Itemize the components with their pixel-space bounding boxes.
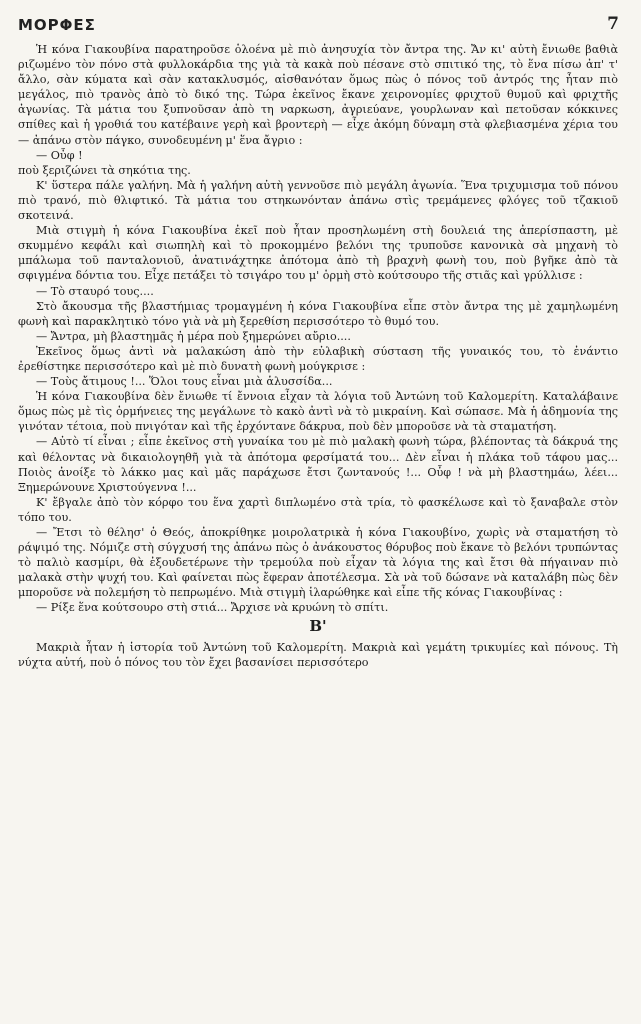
paragraph: ποὺ ξεριζώνει τὰ σηκότια της. xyxy=(18,163,191,177)
paragraph: Μιὰ στιγμὴ ἡ κόνα Γιακουβίνα ἐκεῖ ποὺ ἦταν προσηλωμένη στὴ δουλειά της ἀπερίσπαστη, μὲ σκυμμένο κεφάλι καὶ σιωπηλὴ καὶ τὸ προκομμένο βελόνι της τρυποῦσε κανονικὰ σὰ μηχανὴ τὸ μπάλωμα τοῦ πανταλονιοῦ, ἀνατινάχτηκε ἀπότομα ἀπὸ τὴ βραχνὴ φωνὴ του, ποὺ βγῆκε ἀπὸ τὰ σφιγμένα δόντια του. Εἶχε πετάξει τὸ τσιγάρο του μ' ὁρμὴ στὸ κούτσουρο τῆς στιᾶς καὶ γρύλλισε : xyxy=(18,224,618,283)
dialogue-line: — Ἄντρα, μὴ βλαστημᾶς ἡ μέρα ποὺ ξημερώνει αὔριο.... xyxy=(36,329,351,343)
page-number: 7 xyxy=(607,14,619,34)
dialogue-line: — Οὖφ ! xyxy=(36,148,83,162)
paragraph: Μακριὰ ἦταν ἡ ἱστορία τοῦ Ἀντώνη τοῦ Καλομερίτη. Μακριὰ καὶ γεμάτη τρικυμίες καὶ πόνους. Τὴ νύχτα αὐτή, ποὺ ὁ πόνος του τὸν ἔχει βασανίσει περισσότερο xyxy=(18,640,618,669)
paragraph: Κ' ὕστερα πάλε γαλήνη. Μὰ ἡ γαλήνη αὐτὴ γεννοῦσε πιὸ μεγάλη ἀγωνία. Ἕνα τριχυμισμα τοῦ πόνου πιὸ τρανό, πιὸ θλιφτικό. Τὰ μάτια του στηκωνόνταν ἀπάνω στὶς τρεμάμενες φλόγες τοῦ τζακιοῦ σκοτεινά. xyxy=(18,178,618,223)
paragraph: Ἐκεῖνος ὅμως ἀντὶ νὰ μαλακώση ἀπὸ τὴν εὐλαβικὴ σύσταση τῆς γυναικός του, τὸ ἐνάντιο ἐρεθίστηκε περισσότερο καὶ μὲ πιὸ δυνατὴ φωνὴ μούγκρισε : xyxy=(18,344,618,373)
dialogue-line: — Τοὺς ἄτιμους !... Ὅλοι τους εἶναι μιὰ ἁλυσσίδα... xyxy=(36,375,333,389)
dialogue-line: — Ἔτσι τὸ θέλησ' ὁ Θεός, ἀποκρίθηκε μοιρολατρικὰ ἡ κόνα Γιακουβίνο, χωρὶς νὰ σταματήση τὸ ράψιμό της. Νόμιζε στὴ σύγχυσή της ἀπάνω πὼς ὁ ἀνάκουστος θόρυβος ποὺ ἔκανε τὸ βελόνι τρυπώντας τὸ παλιὸ κασμίρι, θὰ ἐξουδετέρωνε τὴν τρεμούλα ποὺ εἶχαν τὰ λόγια της καὶ ἔτσι θὰ πήγαιναν πιὸ μαλακὰ στὴν ψυχή του. Καὶ φαίνεται πὼς ἔφεραν ἀποτέλεσμα. Σὰ νὰ τοῦ δώσανε νὰ καταλάβη πὼς δὲν μποροῦσε νὰ πολεμήση τὸ πεπρωμένο. Μιὰ στιγμὴ ἱλαρώθηκε καὶ εἶπε τῆς κόνας Γιακουβίνας : xyxy=(18,526,618,600)
paragraph: Ἡ κόνα Γιακουβίνα δὲν ἔνιωθε τί ἔννοια εἶχαν τὰ λόγια τοῦ Ἀντώνη τοῦ Καλομερίτη. Καταλάβαινε ὅμως πὼς μὲ τὶς ὁρμήνειες της μεγάλωνε τὸ κακὸ ἀντὶ νὰ τὸ μικραίνη. Καὶ σώπασε. Μὰ ἡ ἀδημονία της γινόταν τέτοια, ποὺ πνιγόταν καὶ τῆς ἐρχόντανε δάκρυα, ποὺ δὲν μποροῦσε νὰ τὰ σταματήση. xyxy=(18,390,618,434)
dialogue-line: — Τὸ σταυρό τους.... xyxy=(36,284,154,298)
article-body xyxy=(18,42,618,670)
dialogue-line: — Αὐτὸ τί εἶναι ; εἶπε ἐκεῖνος στὴ γυναίκα του μὲ πιὸ μαλακὴ φωνὴ τώρα, βλέποντας τὰ δάκρυά της καὶ θέλοντας νὰ δικαιολογηθῆ γιὰ τὰ ἀπότομα φερσίματά του... Δὲν εἶναι ἡ πλάκα τοῦ τάφου μας... Ποιὸς ἀνοίξε τὸ λάκκο μας καὶ μᾶς παράχωσε ἔτσι ζωντανούς !... Οὖφ ! νὰ μὴ βλαστημάω, λέει... Ξημερώνουνε Χριστούγεννα !... xyxy=(18,435,618,494)
paragraph: Κ' ἔβγαλε ἀπὸ τὸν κόρφο του ἕνα χαρτὶ διπλωμένο στὰ τρία, τὸ φασκέλωσε καὶ τὸ ξαναβαλε στὸν τόπο του. xyxy=(18,495,618,524)
section-heading: Β' xyxy=(309,616,327,635)
journal-title: ΜΟΡΦΕΣ xyxy=(18,16,96,34)
page-header xyxy=(18,14,623,40)
dialogue-line: — Ρίξε ἕνα κούτσουρο στὴ στιά... Ἄρχισε νὰ κρυώνη τὸ σπίτι. xyxy=(36,601,389,615)
paragraph: Ἡ κόνα Γιακουβίνα παρατηροῦσε ὁλοένα μὲ πιὸ ἀνησυχία τὸν ἄντρα της. Ἄν κι' αὐτὴ ἔνιωθε βαθιὰ ριζωμένο τὸν πόνο στὰ φυλλοκάρδια της γιὰ τὰ κακὰ ποὺ πέσανε στὸ σπιτικό της, τὸ ἕνα πίσω ἀπ' τ' ἄλλο, σὰν κύματα καὶ σὰν κατακλυσμός, αἰσθανόταν ὅμως πὼς ὁ πόνος τοῦ ἀντρός της ἦταν πιὸ μεγάλος, πιὸ τρανὸς ἀπὸ τὸ δικό της. Τώρα ἐκεῖνος ἔκανε χειρονομίες φριχτοῦ θυμοῦ καὶ φριχτῆς ἀγωνίας. Τὰ μάτια του ξυπνοῦσαν ἀπὸ τη ναρκωση, ἀγριεύανε, γουρλωναν καὶ πετοῦσαν κόκκινες σπίθες καὶ ἡ γροθιά του κατέβαινε γερὴ καὶ βροντερὴ — εἶχε ἀκόμη δύναμη στὰ φλεβιασμένα χέρια του — ἀπάνω στὸν πάγκο, συνοδευμένη μ' ἕνα ἄγριο : xyxy=(18,43,618,147)
paragraph: Στὸ ἄκουσμα τῆς βλαστήμιας τρομαγμένη ἡ κόνα Γιακουβίνα εἶπε στὸν ἄντρα της μὲ χαμηλωμένη φωνὴ καὶ παρακλητικὸ τόνο γιὰ νὰ μὴ ξερεθίση περισσότερο τὸ θυμό του. xyxy=(18,299,618,328)
